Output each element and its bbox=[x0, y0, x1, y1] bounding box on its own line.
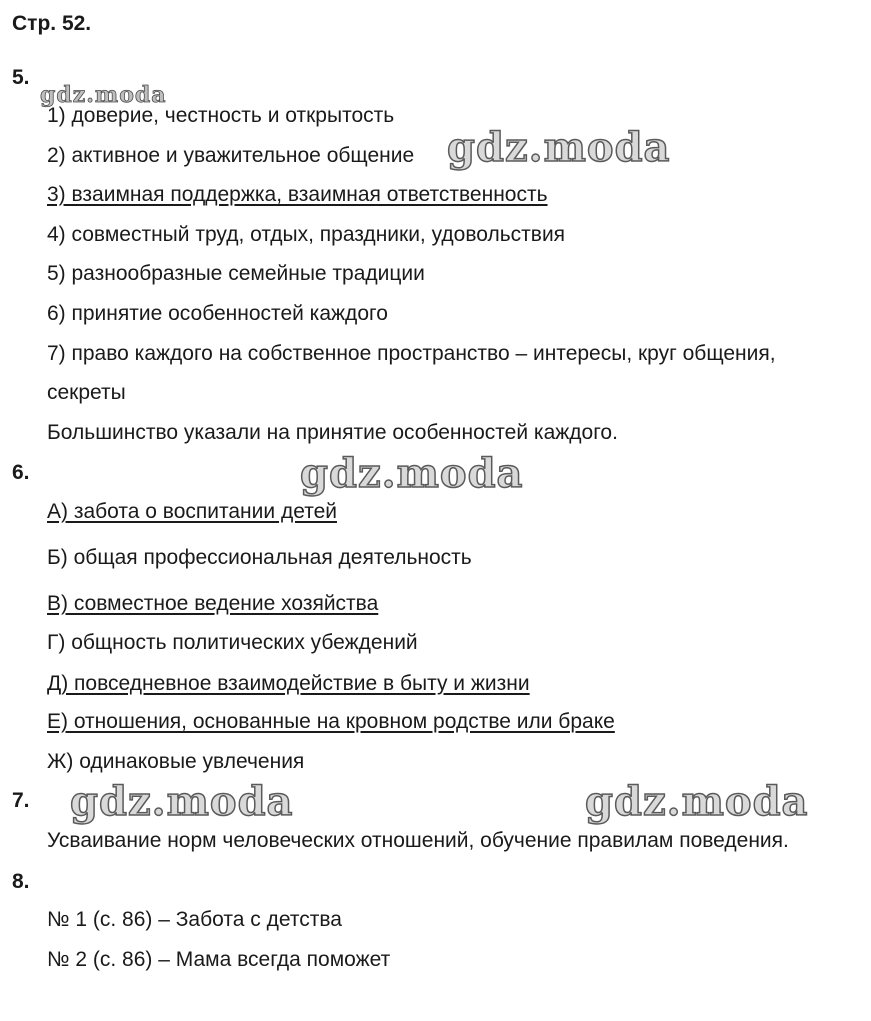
watermark: gdz.moda bbox=[585, 778, 809, 825]
q5-item-6: 6) принятие особенностей каждого bbox=[47, 302, 388, 325]
q8-item-1: № 1 (с. 86) – Забота с детства bbox=[47, 908, 342, 931]
q8-item-2: № 2 (с. 86) – Мама всегда поможет bbox=[47, 948, 391, 971]
q5-conclusion: Большинство указали на принятие особенностей каждого. bbox=[47, 421, 618, 444]
watermark: gdz.moda bbox=[40, 82, 167, 108]
q5-item-3-underlined: 3) взаимная поддержка, взаимная ответственность bbox=[47, 183, 548, 206]
q7-answer: Усваивание норм человеческих отношений, обучение правилам поведения. bbox=[47, 829, 789, 852]
question-7-number: 7. bbox=[12, 789, 30, 812]
q6-item-v-underlined: В) совместное ведение хозяйства bbox=[47, 592, 379, 615]
question-8-number: 8. bbox=[12, 870, 30, 893]
q6-item-d-underlined: Д) повседневное взаимодействие в быту и жизни bbox=[47, 672, 530, 695]
watermark: gdz.moda bbox=[300, 450, 524, 497]
q6-item-a-underlined: А) забота о воспитании детей bbox=[47, 500, 337, 523]
q5-item-5: 5) разнообразные семейные традиции bbox=[47, 262, 425, 285]
q5-item-2: 2) активное и уважительное общение bbox=[47, 144, 415, 167]
q6-item-zh: Ж) одинаковые увлечения bbox=[47, 750, 305, 773]
watermark: gdz.moda bbox=[447, 124, 671, 171]
question-6-number: 6. bbox=[12, 461, 30, 484]
watermark: gdz.moda bbox=[70, 778, 294, 825]
q5-item-4: 4) совместный труд, отдых, праздники, удовольствия bbox=[47, 223, 566, 246]
q5-item-7: 7) право каждого на собственное пространство – интересы, круг общения, bbox=[47, 342, 776, 365]
q5-item-7-continued: секреты bbox=[47, 381, 126, 404]
q6-item-b: Б) общая профессиональная деятельность bbox=[47, 546, 472, 569]
q6-item-g: Г) общность политических убеждений bbox=[47, 631, 418, 654]
question-5-number: 5. bbox=[12, 66, 30, 89]
q5-item-1: 1) доверие, честность и открытость bbox=[47, 104, 395, 127]
page-title: Стр. 52. bbox=[12, 12, 92, 35]
q6-item-e-underlined: Е) отношения, основанные на кровном родстве или браке bbox=[47, 710, 615, 733]
